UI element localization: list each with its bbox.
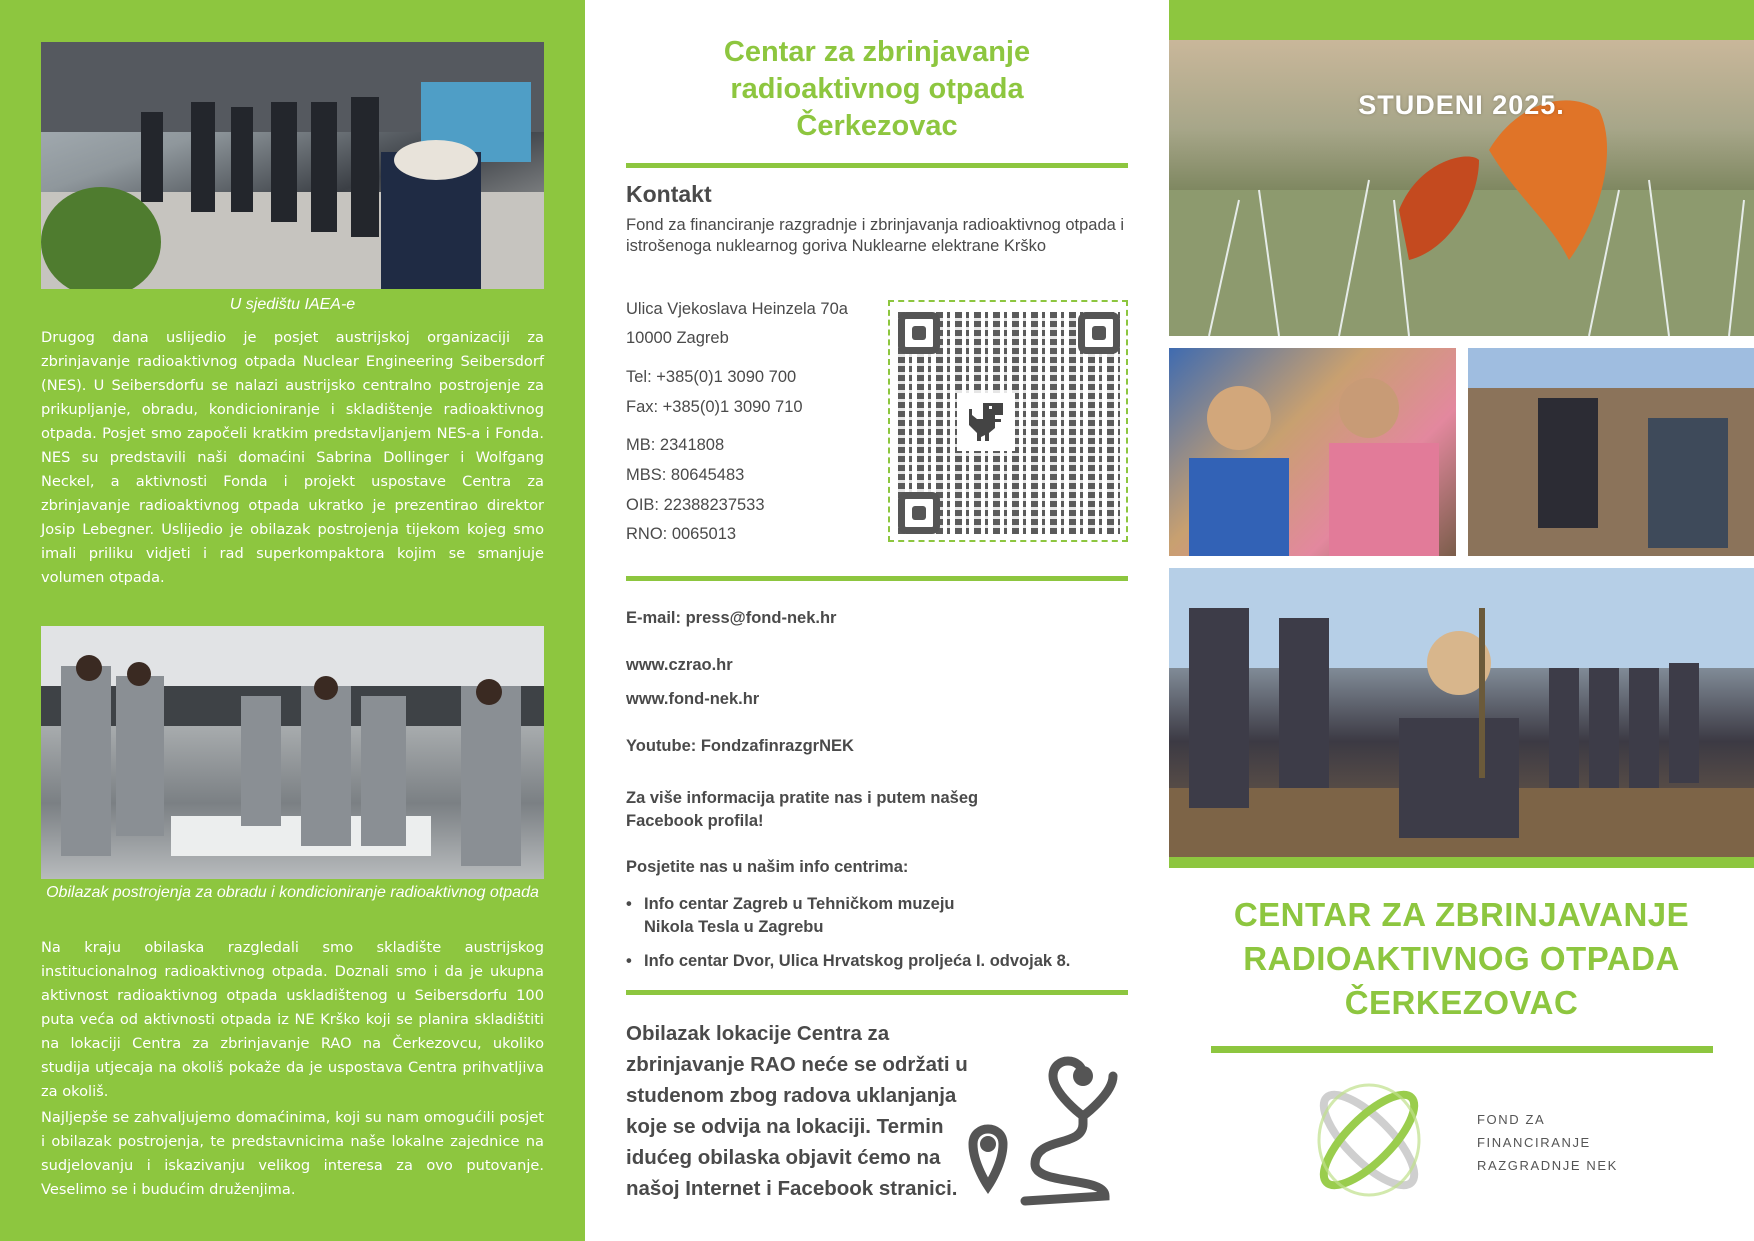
caption-plant-tour: Obilazak postrojenja za obradu i kondicioniranje radioaktivnog otpada bbox=[46, 884, 539, 901]
divider-3 bbox=[626, 990, 1128, 995]
rno-number: RNO: 0065013 bbox=[626, 525, 737, 543]
logo-text-line-2: FINANCIRANJE bbox=[1477, 1135, 1591, 1150]
bullet-dot-2: • bbox=[626, 952, 632, 970]
oib-number: OIB: 22388237533 bbox=[626, 496, 765, 514]
photo-iaea-illustration bbox=[41, 42, 544, 289]
info-centre-dvor bbox=[626, 950, 1136, 973]
website-czrao-link[interactable]: www.czrao.hr bbox=[626, 656, 733, 674]
photo-community bbox=[1169, 568, 1754, 857]
frosty-leaves-illustration bbox=[1169, 40, 1754, 336]
follow-line-2: Facebook profila! bbox=[626, 812, 764, 830]
email-link[interactable]: E-mail: press@fond-nek.hr bbox=[626, 609, 837, 627]
middle-panel bbox=[585, 0, 1169, 1241]
divider-2 bbox=[626, 576, 1128, 581]
qr-eye-bottom-left bbox=[898, 492, 940, 534]
right-title-line-3: ČERKEZOVAC bbox=[1344, 984, 1579, 1021]
bullet-dot-1: • bbox=[626, 895, 632, 913]
paragraph-thanks: Najljepše se zahvaljujemo domaćinima, koji su nam omogućili posjet i obilazak postrojenja, te predstavnicima naše lokalne zajednice na sudjelovanju i iskazivanju velikog interesa za ovo putovanje. Veselimo se i budućim druženjima. bbox=[41, 1109, 544, 1198]
info-centre-zagreb-line-2: Nikola Tesla u Zagrebu bbox=[644, 918, 824, 936]
info-centre-dvor-text: Info centar Dvor, Ulica Hrvatskog proljeća I. odvojak 8. bbox=[644, 952, 1071, 970]
address-street: Ulica Vjekoslava Heinzela 70a bbox=[626, 300, 848, 318]
tree-planting-illustration bbox=[1468, 348, 1754, 556]
dinosaur-icon bbox=[957, 393, 1015, 451]
issue-date: STUDENI 2025. bbox=[1358, 90, 1565, 120]
photo-plant-illustration bbox=[41, 626, 544, 879]
mbs-number: MBS: 80645483 bbox=[626, 466, 745, 484]
paragraph-storage: Na kraju obilaska razgledali smo skladište austrijskog institucionalnog radioaktivnog otpada. Doznali smo i da je ukupna aktivnost radioaktivnog otpada uskladištenog u Seibersdorfu 100 puta veća od aktivnosti otpada iz NE Krško koji se planira skladištiti na lokaciji Centra za zbrinjavanje RAO na Čerkezovcu, ukoliko studija utjecaja na okoliš pokaže da je uspostava Centra prihvatljiva za okoliš. bbox=[41, 939, 544, 1100]
logo-text-line-3: RAZGRADNJE NEK bbox=[1477, 1158, 1618, 1173]
right-title-line-1: CENTAR ZA ZBRINJAVANJE bbox=[1233, 896, 1690, 933]
info-centre-zagreb bbox=[626, 893, 1126, 939]
phone-number: Tel: +385(0)1 3090 700 bbox=[626, 368, 797, 386]
paragraph-nes-visit: Drugog dana uslijedio je posjet austrijskoj organizaciji za zbrinjavanje radioaktivnog otpada Nuclear Engineering Seibersdorf (NES). U Seibersdorfu se nalazi austrijsko centralno postrojenje za prikupljanje, obradu, kondicioniranje i skladištenje radioaktivnog otpada. Posjet smo započeli kratkim predstavljanjem NES-a i Fonda. NES su predstavili naši domaćini Sabrina Dollinger i Wolfgang Neckel, a aktivnosti Fonda i projekt uspostave Centra za zbrinjavanje radioaktivnog otpada ukratko je prezentirao direktor Josip Lebegner. Uslijedio je obilazak postrojenja tijekom kojeg smo imali priliku vidjeti i rad superkompaktora kojim se smanjuje volumen otpada. bbox=[41, 329, 544, 586]
qr-eye-top-left bbox=[898, 312, 940, 354]
top-green-strip bbox=[1169, 0, 1754, 40]
youtube-link[interactable]: Youtube: FondzafinrazgrNEK bbox=[626, 737, 854, 755]
follow-line-1: Za više informacija pratite nas i putem našeg bbox=[626, 789, 979, 807]
visit-heading: Posjetite nas u našim info centrima: bbox=[626, 858, 909, 876]
logo-text-line-1: FOND ZA bbox=[1477, 1112, 1546, 1127]
right-panel bbox=[1169, 0, 1754, 1241]
middle-title bbox=[625, 34, 1129, 145]
info-centre-zagreb-line-1: Info centar Zagreb u Tehničkom muzeju bbox=[644, 895, 955, 913]
community-illustration bbox=[1169, 568, 1754, 857]
left-panel bbox=[0, 0, 585, 1241]
middle-title-line-1: Centar za zbrinjavanje bbox=[723, 36, 1031, 68]
photo-frosty-leaves bbox=[1169, 40, 1754, 336]
photo-children bbox=[1169, 348, 1456, 556]
photo-plant-tour bbox=[41, 626, 544, 879]
fond-logo-icon bbox=[1304, 1080, 1434, 1200]
mb-number: MB: 2341808 bbox=[626, 436, 725, 454]
middle-title-line-3: Čerkezovac bbox=[796, 110, 958, 142]
address-city: 10000 Zagreb bbox=[626, 329, 729, 347]
qr-eye-top-right bbox=[1078, 312, 1120, 354]
website-fond-link[interactable]: www.fond-nek.hr bbox=[626, 690, 760, 708]
caption-iaea: U sjedištu IAEA-e bbox=[229, 296, 356, 313]
middle-title-line-2: radioaktivnog otpada bbox=[730, 73, 1024, 105]
photo-iaea-headquarters bbox=[41, 42, 544, 289]
divider-1 bbox=[626, 163, 1128, 168]
kontakt-organization: Fond za financiranje razgradnje i zbrinjavanja radioaktivnog otpada i istrošenoga nuklearnog goriva Nuklearne elektrane Krško bbox=[626, 216, 1125, 255]
route-map-icon bbox=[965, 1036, 1130, 1206]
kontakt-heading: Kontakt bbox=[626, 181, 712, 207]
right-title bbox=[1169, 893, 1754, 1025]
logo-text bbox=[1477, 1108, 1618, 1177]
green-bar bbox=[1169, 857, 1754, 868]
fax-number: Fax: +385(0)1 3090 710 bbox=[626, 398, 803, 416]
photo-tree-planting bbox=[1468, 348, 1754, 556]
right-divider bbox=[1211, 1046, 1713, 1053]
children-illustration bbox=[1169, 348, 1456, 556]
tour-notice: Obilazak lokacije Centra za zbrinjavanje RAO neće se održati u studenom zbog radova uklanjanja koje se odvija na lokaciji. Termin idućeg obilaska objavit ćemo na našoj Internet i Facebook stranici. bbox=[626, 1022, 968, 1200]
right-title-line-2: RADIOAKTIVNOG OTPADA bbox=[1243, 940, 1680, 977]
